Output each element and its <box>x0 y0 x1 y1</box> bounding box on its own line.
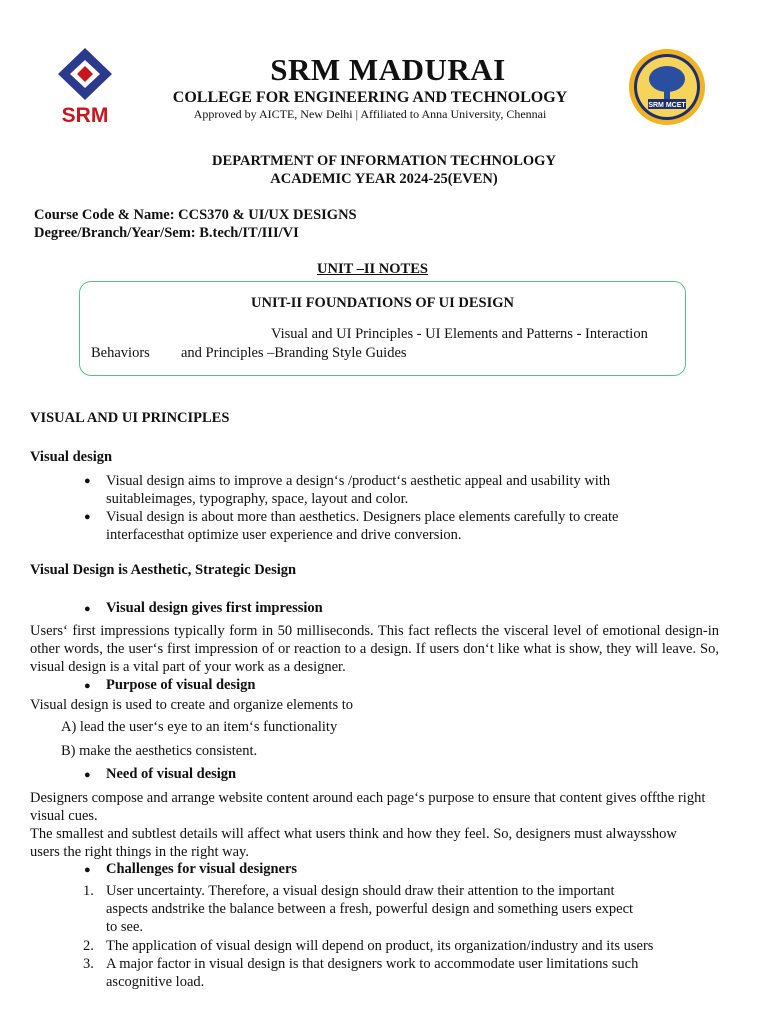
need-paragraph-1: Designers compose and arrange website content around each page‘s purpose to ensure that content gives offthe right visual cues. <box>30 790 706 824</box>
academic-year: ACADEMIC YEAR 2024-25(EVEN) <box>270 171 498 187</box>
svg-text:SRM MCET: SRM MCET <box>648 102 686 109</box>
srm-mcet-seal <box>622 47 712 127</box>
unit-box-line1: Visual and UI Principles - UI Elements and Patterns - Interaction <box>271 326 648 342</box>
bullet-icon: ● <box>84 475 91 487</box>
purpose-line: Visual design is used to create and organize elements to <box>30 697 354 713</box>
bullet-icon: ● <box>84 769 91 781</box>
bullet-icon: ● <box>84 511 91 523</box>
purpose-heading: Purpose of visual design <box>106 677 256 693</box>
challenge-number: 2. <box>83 938 94 954</box>
challenge-item: User uncertainty. Therefore, a visual design should draw their attention to the important aspects andstrike the balance between a fresh, powerful design and something users expect to see. <box>106 883 634 935</box>
college-name: SRM MADURAI <box>270 52 506 87</box>
purpose-item-a: A) lead the user‘s eye to an item‘s functionality <box>61 719 338 735</box>
unit-box-line2-end: and Principles –Branding Style Guides <box>181 345 407 361</box>
approval-line: Approved by AICTE, New Delhi | Affiliated to Anna University, Chennai <box>193 107 547 121</box>
need-paragraph-2: The smallest and subtlest details will affect what users think and how they feel. So, designers must alwaysshow users the right things in the right way. <box>30 826 677 860</box>
need-heading: Need of visual design <box>106 766 237 782</box>
department-heading <box>0 152 768 188</box>
first-impression-heading: Visual design gives first impression <box>106 600 323 616</box>
section-title: VISUAL AND UI PRINCIPLES <box>30 410 230 426</box>
challenge-number: 3. <box>83 956 94 972</box>
degree-branch: Degree/Branch/Year/Sem: B.tech/IT/III/VI <box>34 225 299 241</box>
unit-notes-title: UNIT –II NOTES <box>317 261 428 277</box>
challenges-heading: Challenges for visual designers <box>106 861 298 877</box>
first-impression-paragraph: Users‘ first impressions typically form in 50 milliseconds. This fact reflects the visceral level of emotional design-in other words, the user‘s first impression of or reaction to a design. If users don‘t like what is show, they will leave. So, visual design is a vital part of your work as a designer. <box>30 623 719 675</box>
challenge-number: 1. <box>83 883 94 899</box>
bullet-icon: ● <box>84 680 91 692</box>
bullet-icon: ● <box>84 864 91 876</box>
bullet-icon: ● <box>84 603 91 615</box>
course-code-name: Course Code & Name: CCS370 & UI/UX DESIGNS <box>34 207 357 223</box>
challenge-item: A major factor in visual design is that designers work to accommodate user limitations such ascognitive load. <box>106 956 639 990</box>
unit-syllabus-box <box>79 281 686 376</box>
unit-box-line2-start: Behaviors <box>91 345 150 361</box>
department-name: DEPARTMENT OF INFORMATION TECHNOLOGY <box>212 153 556 169</box>
college-subtitle: COLLEGE FOR ENGINEERING AND TECHNOLOGY <box>172 89 568 106</box>
visual-design-heading: Visual design <box>30 449 113 465</box>
challenge-item: The application of visual design will depend on product, its organization/industry and its users <box>106 938 654 954</box>
unit-box-title: UNIT-II FOUNDATIONS OF UI DESIGN <box>251 295 514 311</box>
list-item: Visual design aims to improve a design‘s /product‘s aesthetic appeal and usability with suitableimages, typography, space, layout and color. <box>106 473 611 507</box>
list-item: Visual design is about more than aesthetics. Designers place elements carefully to create interfacesthat optimize user experience and drive conversion. <box>106 509 619 543</box>
course-info <box>34 206 357 242</box>
svg-text:SRM: SRM <box>61 104 109 126</box>
purpose-item-b: B) make the aesthetics consistent. <box>61 743 258 759</box>
aesthetic-heading: Visual Design is Aesthetic, Strategic Design <box>30 562 297 578</box>
